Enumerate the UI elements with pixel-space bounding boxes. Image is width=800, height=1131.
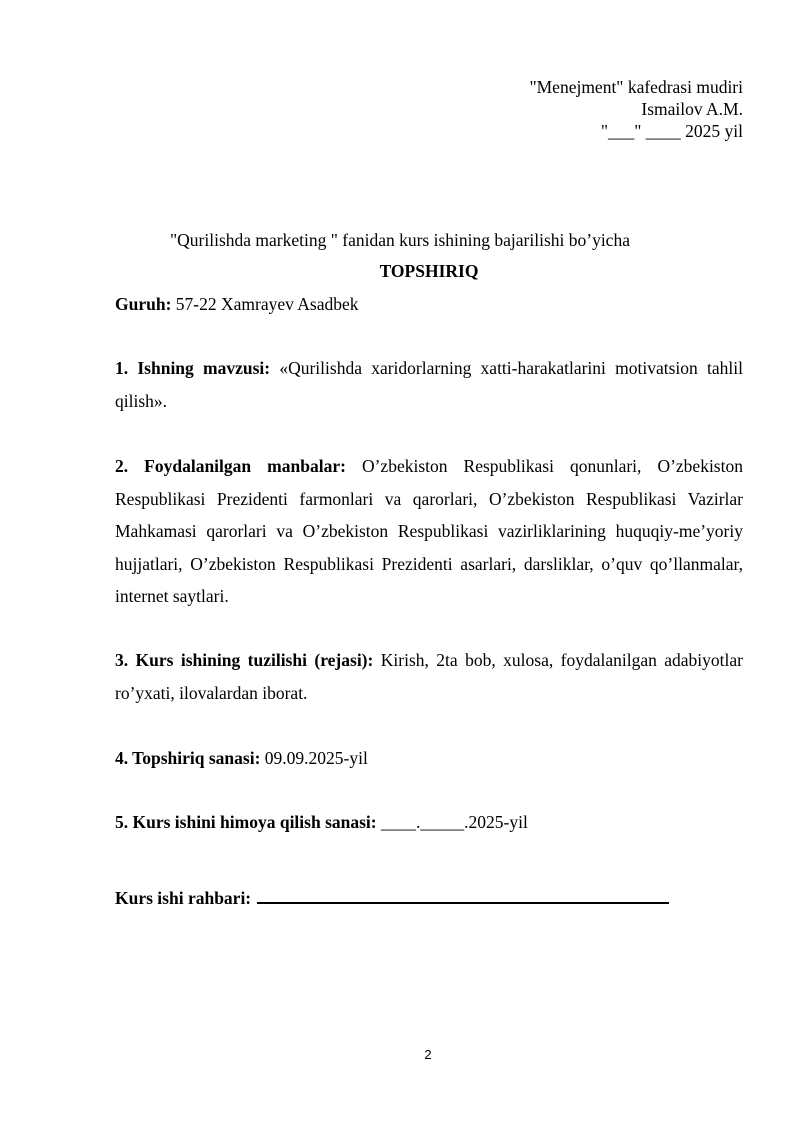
item-sources [115, 450, 743, 613]
item-structure [115, 644, 743, 709]
approval-name: Ismailov A.M. [641, 99, 743, 119]
signature-line [257, 886, 669, 904]
item-sources-text: O’zbekiston Respublikasi qonunlari, O’zbekiston Respublikasi Prezidenti farmonlari va qarorlari, O’zbekiston Respublikasi Vazirlar Mahkamasi qarorlari va O’zbekiston Respublikasi vazirliklarining huquqiy-me’yoriy hujjatlari, O’zbekiston Respublikasi Prezidenti asarlari, darsliklar, o’quv qo’llanmalar, internet saytlari. [115, 456, 743, 606]
item-structure-label: 3. Kurs ishining tuzilishi (rejasi): [115, 650, 374, 670]
document-title: TOPSHIRIQ [379, 261, 479, 281]
item-defense-date-text: ____._____.2025-yil [376, 812, 528, 832]
group-label: Guruh: [115, 294, 172, 314]
item-sources-label: 2. Foydalanilgan manbalar: [115, 456, 346, 476]
item-assignment-date-text: 09.09.2025-yil [260, 748, 368, 768]
supervisor-line [115, 882, 743, 915]
group-value: 57-22 Xamrayev Asadbek [171, 294, 359, 314]
approval-date: "___" ____ 2025 yil [600, 121, 743, 141]
approval-department-head: "Menejment" kafedrasi mudiri [529, 77, 743, 97]
supervisor-label: Kurs ishi rahbari: [115, 888, 252, 908]
approval-block [529, 76, 743, 142]
item-topic-text: «Qurilishda xaridorlarning xatti-harakatlarini motivatsion tahlil qilish». [115, 358, 743, 411]
item-structure-text: Kirish, 2ta bob, xulosa, foydalanilgan adabiyotlar ro’yxati, ilovalardan iborat. [115, 650, 743, 703]
item-defense-date-label: 5. Kurs ishini himoya qilish sanasi: [115, 812, 377, 832]
item-assignment-date-label: 4. Topshiriq sanasi: [115, 748, 261, 768]
item-topic [115, 352, 743, 417]
page-number: 2 [424, 1047, 432, 1062]
item-topic-label: 1. Ishning mavzusi: [115, 358, 271, 378]
item-defense-date [115, 806, 743, 839]
item-assignment-date [115, 742, 743, 775]
group-line [115, 292, 743, 316]
subject-line: "Qurilishda marketing " fanidan kurs ishining bajarilishi bo’yicha [170, 230, 630, 250]
